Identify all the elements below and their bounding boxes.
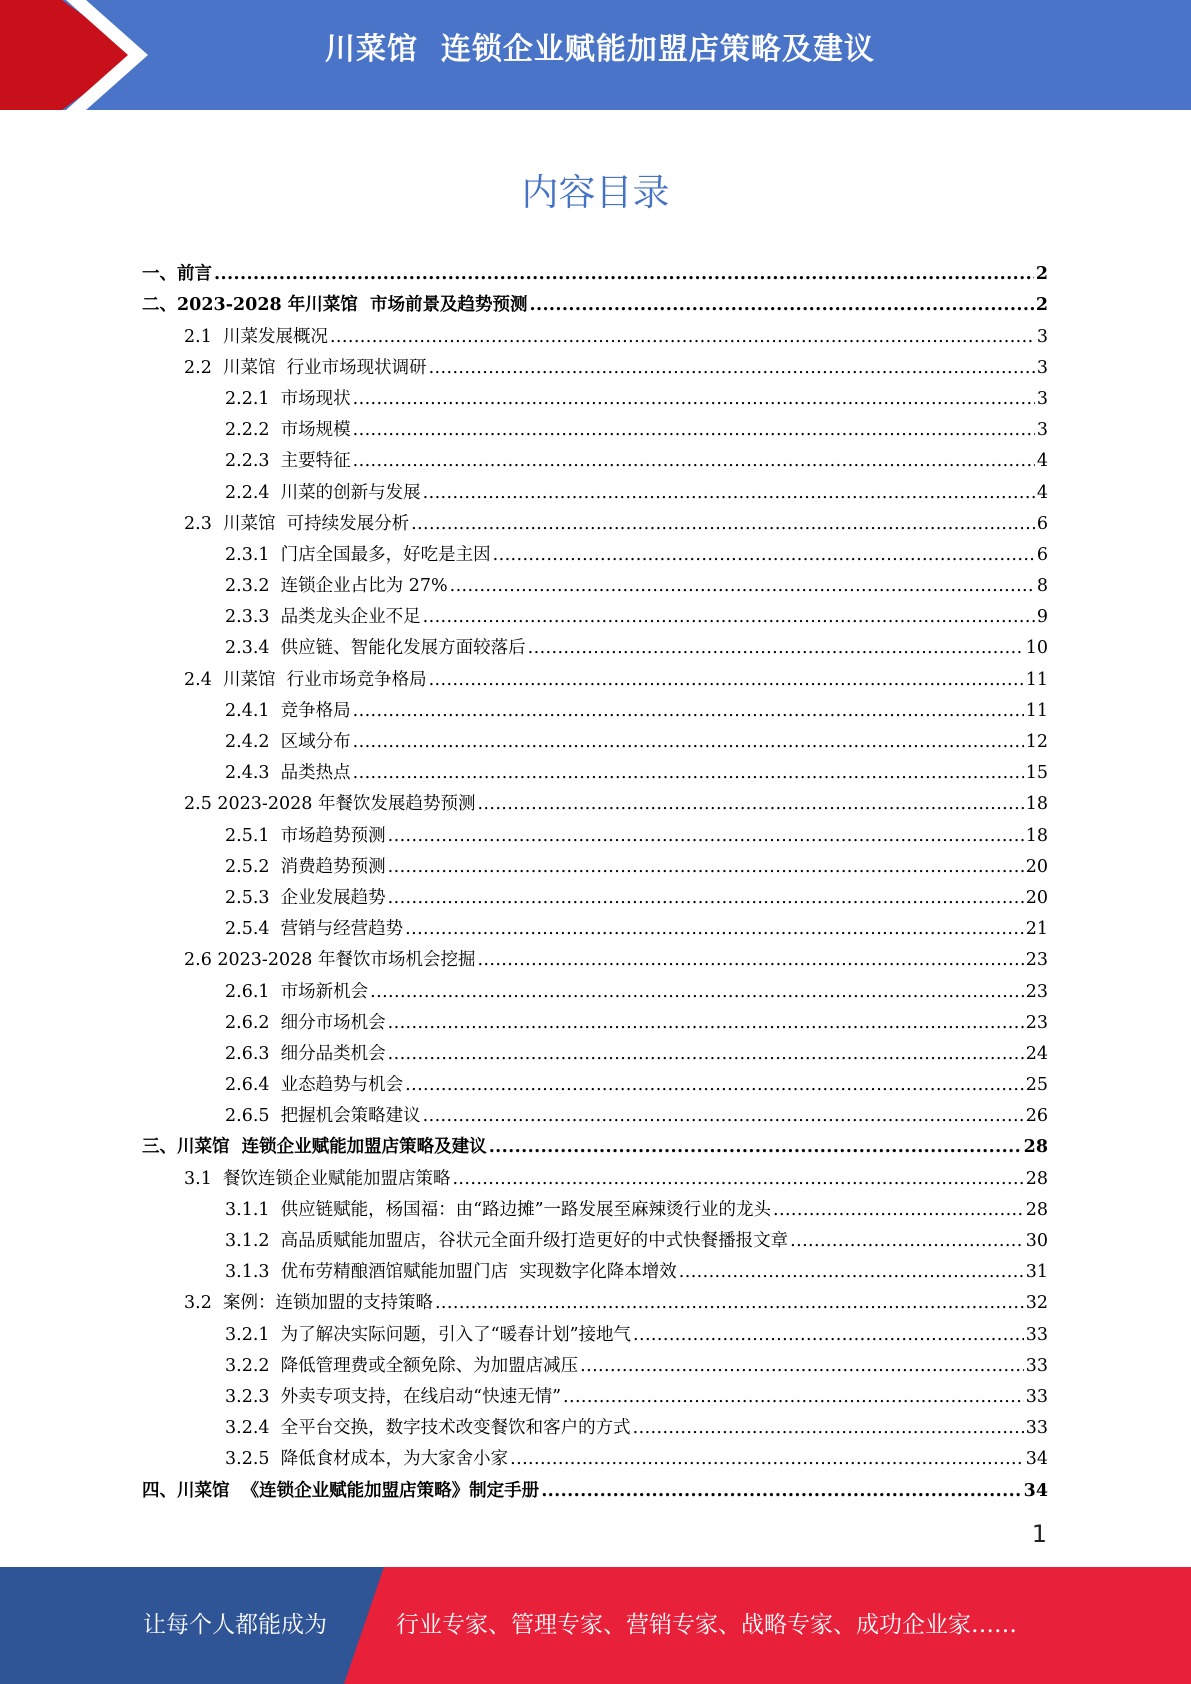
dot-leader [423, 606, 1035, 628]
toc-entry[interactable] [142, 535, 1048, 566]
dot-leader [388, 887, 1024, 909]
dot-leader [353, 731, 1024, 753]
toc-entry-page: 3 [1036, 326, 1048, 347]
dot-leader [411, 513, 1035, 535]
toc-entry[interactable] [142, 815, 1048, 846]
toc-entry-page: 12 [1025, 732, 1048, 752]
toc-entry[interactable] [142, 909, 1048, 940]
toc-entry[interactable] [142, 1346, 1048, 1377]
toc-entry[interactable] [142, 254, 1048, 285]
toc-entry-page: 4 [1036, 482, 1048, 503]
toc-entry-page: 34 [1025, 1449, 1048, 1470]
toc-entry[interactable] [142, 940, 1048, 971]
toc-entry[interactable] [142, 1470, 1048, 1501]
dot-leader [388, 856, 1024, 878]
toc-entry-title: 2.6.3 细分品类机会 [225, 1043, 386, 1064]
dot-leader [528, 637, 1024, 659]
toc-entry-page: 25 [1025, 1075, 1048, 1096]
toc-entry-page: 33 [1025, 1386, 1048, 1407]
toc-entry-page: 33 [1025, 1324, 1048, 1345]
toc-entry-title: 3.2.4 全平台交换，数字技术改变餐饮和客户的方式 [225, 1418, 631, 1439]
dot-leader [580, 1355, 1024, 1377]
dot-leader [633, 1324, 1024, 1346]
dot-leader [214, 263, 1034, 285]
toc-entry-title: 2.4.2 区域分布 [225, 732, 351, 752]
toc-entry[interactable] [142, 348, 1048, 379]
toc-entry-page: 28 [1025, 1168, 1048, 1189]
dot-leader [353, 700, 1024, 722]
toc-entry-page: 6 [1036, 513, 1048, 534]
toc-entry[interactable] [142, 566, 1048, 597]
toc-entry-page: 9 [1036, 607, 1048, 628]
toc-entry-title: 3.2 案例：连锁加盟的支持策略 [184, 1293, 433, 1314]
toc-entry-title: 2.2.4 川菜的创新与发展 [225, 482, 421, 503]
dot-leader [450, 575, 1035, 597]
toc-entry-title: 3.1.2 高品质赋能加盟店，谷状元全面升级打造更好的中式快餐播报文章 [225, 1231, 789, 1251]
toc-entry-page: 33 [1025, 1418, 1048, 1439]
report-title: 川菜馆 连锁企业赋能加盟店策略及建议 [325, 32, 875, 67]
toc-entry[interactable] [142, 847, 1048, 878]
toc-entry-title: 二、2023-2028 年川菜馆 市场前景及趋势预测 [142, 295, 528, 316]
toc-entry-page: 8 [1036, 576, 1048, 597]
footer-slogan-left: 让每个人都能成为 [143, 1612, 327, 1638]
toc-entry-page: 21 [1025, 919, 1048, 940]
toc-entry-page: 4 [1036, 451, 1048, 472]
toc-entry[interactable] [142, 1158, 1048, 1189]
dot-leader [510, 1448, 1024, 1470]
toc-entry[interactable] [142, 379, 1048, 410]
toc-entry[interactable] [142, 1408, 1048, 1439]
toc-entry-title: 3.2.3 外卖专项支持，在线启动“快速无情” [225, 1386, 562, 1407]
toc-entry-title: 2.2.2 市场规模 [225, 420, 351, 441]
dot-leader [429, 669, 1024, 691]
toc-entry[interactable] [142, 1221, 1048, 1252]
toc-entry-page: 3 [1036, 388, 1048, 409]
toc-entry-page: 2 [1035, 264, 1048, 285]
toc-entry-page: 11 [1025, 700, 1048, 721]
toc-entry[interactable] [142, 1065, 1048, 1096]
toc-entry-title: 3.2.5 降低食材成本，为大家舍小家 [225, 1449, 509, 1470]
toc-entry-page: 18 [1025, 825, 1048, 846]
toc-entry-title: 3.2.2 降低管理费或全额免除、为加盟店减压 [225, 1355, 579, 1376]
toc-entry-title: 2.4.1 竞争格局 [225, 700, 351, 721]
toc-entry[interactable] [142, 971, 1048, 1002]
toc-entry[interactable] [142, 753, 1048, 784]
toc-entry-page: 18 [1025, 794, 1048, 815]
toc-entry-title: 2.1 川菜发展概况 [184, 326, 328, 347]
toc-entry[interactable] [142, 1190, 1048, 1221]
dot-leader [388, 1043, 1024, 1065]
toc-entry[interactable] [142, 659, 1048, 690]
toc-entry[interactable] [142, 784, 1048, 815]
dot-leader [353, 762, 1024, 784]
toc-entry-page: 28 [1025, 1199, 1048, 1220]
toc-entry-title: 3.1.1 供应链赋能，杨国福：由“路边摊”一路发展至麻辣烫行业的龙头 [225, 1199, 772, 1220]
toc-entry-title: 2.3.4 供应链、智能化发展方面较落后 [225, 638, 526, 659]
toc-entry-page: 20 [1025, 856, 1048, 877]
toc-entry-title: 2.4 川菜馆 行业市场竞争格局 [184, 669, 427, 690]
toc-entry-title: 2.2.1 市场现状 [225, 388, 351, 409]
toc-entry[interactable] [142, 1003, 1048, 1034]
toc-entry[interactable] [142, 316, 1048, 347]
header-banner [0, 0, 1191, 110]
toc-entry-title: 2.3.2 连锁企业占比为 27% [225, 576, 448, 597]
toc-entry-page: 28 [1023, 1137, 1048, 1158]
toc-entry-page: 23 [1025, 950, 1048, 971]
footer-banner [0, 1567, 1191, 1684]
dot-leader [353, 388, 1035, 410]
toc-entry-page: 3 [1036, 357, 1048, 378]
dot-leader [477, 949, 1023, 971]
toc-entry[interactable] [142, 1034, 1048, 1065]
toc-entry-title: 2.5.2 消费趋势预测 [225, 856, 386, 877]
dot-leader [529, 294, 1033, 316]
toc-entry-title: 2.6 2023-2028 年餐饮市场机会挖掘 [184, 950, 476, 971]
toc-entry[interactable] [142, 1127, 1048, 1158]
toc-entry[interactable] [142, 441, 1048, 472]
toc-entry-title: 三、川菜馆 连锁企业赋能加盟店策略及建议 [142, 1137, 487, 1158]
toc-entry-title: 2.3 川菜馆 可持续发展分析 [184, 513, 410, 534]
footer-slogan-right: 行业专家、管理专家、营销专家、战略专家、成功企业家…… [396, 1612, 1017, 1638]
toc-entry[interactable] [142, 285, 1048, 316]
toc-entry[interactable] [142, 878, 1048, 909]
toc-entry-page: 23 [1025, 1012, 1048, 1033]
toc-entry-title: 3.1 餐饮连锁企业赋能加盟店策略 [184, 1168, 451, 1189]
toc-entry[interactable] [142, 1377, 1048, 1408]
dot-leader [353, 419, 1035, 441]
toc-entry-title: 2.6.1 市场新机会 [225, 981, 369, 1002]
toc-entry-title: 2.5.3 企业发展趋势 [225, 887, 386, 908]
toc-entry-page: 11 [1025, 669, 1048, 690]
toc-entry[interactable] [142, 410, 1048, 441]
dot-leader [452, 1168, 1023, 1190]
dot-leader [423, 482, 1035, 504]
toc-entry[interactable] [142, 722, 1048, 753]
toc-entry-page: 31 [1025, 1262, 1048, 1283]
toc-entry-page: 6 [1036, 544, 1048, 565]
dot-leader [563, 1386, 1024, 1408]
toc-entry-title: 一、前言 [142, 264, 212, 285]
toc-heading: 内容目录 [521, 171, 670, 214]
toc-entry-title: 2.6.2 细分市场机会 [225, 1012, 386, 1033]
toc-entry[interactable] [142, 628, 1048, 659]
toc-entry-title: 2.4.3 品类热点 [225, 763, 351, 784]
toc-entry-page: 33 [1025, 1355, 1048, 1376]
dot-leader [493, 544, 1035, 566]
toc-entry[interactable] [142, 1283, 1048, 1314]
toc-entry[interactable] [142, 472, 1048, 503]
toc-entry-page: 24 [1025, 1043, 1048, 1064]
dot-leader [405, 1074, 1024, 1096]
toc-entry-page: 34 [1023, 1480, 1048, 1501]
dot-leader [330, 326, 1035, 348]
dot-leader [489, 1136, 1022, 1158]
toc-entry-title: 2.6.4 业态趋势与机会 [225, 1075, 404, 1096]
dot-leader [370, 981, 1024, 1003]
toc-entry-title: 2.3.3 品类龙头企业不足 [225, 607, 421, 628]
toc-entry-title: 2.5 2023-2028 年餐饮发展趋势预测 [184, 794, 476, 815]
toc-entry[interactable] [142, 1439, 1048, 1470]
toc-entry-title: 3.2.1 为了解决实际问题，引入了“暖春计划”接地气 [225, 1324, 632, 1345]
dot-leader [477, 793, 1023, 815]
toc-entry-title: 2.2.3 主要特征 [225, 451, 351, 472]
dot-leader [353, 450, 1035, 472]
dot-leader [541, 1480, 1021, 1502]
toc-entry-title: 2.2 川菜馆 行业市场现状调研 [184, 357, 427, 378]
dot-leader [435, 1292, 1024, 1314]
table-of-contents [142, 254, 1048, 1502]
dot-leader [405, 918, 1024, 940]
toc-entry-title: 2.5.1 市场趋势预测 [225, 825, 386, 846]
toc-entry-page: 20 [1025, 887, 1048, 908]
toc-entry-page: 23 [1025, 981, 1048, 1002]
toc-entry[interactable] [142, 1314, 1048, 1345]
toc-entry-title: 2.5.4 营销与经营趋势 [225, 919, 404, 940]
toc-entry-page: 2 [1035, 295, 1048, 316]
toc-entry[interactable] [142, 597, 1048, 628]
toc-entry-page: 10 [1025, 638, 1048, 659]
dot-leader [679, 1261, 1024, 1283]
toc-entry-page: 26 [1025, 1106, 1048, 1127]
page-number: 1 [1031, 1520, 1047, 1548]
toc-entry-page: 15 [1025, 763, 1048, 784]
toc-entry[interactable] [142, 691, 1048, 722]
toc-entry-title: 2.3.1 门店全国最多，好吃是主因 [225, 544, 491, 565]
dot-leader [429, 357, 1035, 379]
dot-leader [633, 1417, 1024, 1439]
toc-entry-title: 3.1.3 优布劳精酿酒馆赋能加盟门店 实现数字化降本增效 [225, 1262, 677, 1283]
toc-entry-title: 四、川菜馆 《连锁企业赋能加盟店策略》制定手册 [142, 1480, 540, 1501]
dot-leader [388, 825, 1024, 847]
toc-entry[interactable] [142, 504, 1048, 535]
dot-leader [388, 1012, 1024, 1034]
toc-entry-page: 3 [1036, 420, 1048, 441]
dot-leader [423, 1105, 1024, 1127]
toc-entry-page: 32 [1025, 1293, 1048, 1314]
toc-entry[interactable] [142, 1096, 1048, 1127]
dot-leader [773, 1199, 1024, 1221]
toc-entry-page: 30 [1025, 1231, 1048, 1251]
dot-leader [790, 1230, 1024, 1252]
toc-entry[interactable] [142, 1252, 1048, 1283]
toc-entry-title: 2.6.5 把握机会策略建议 [225, 1106, 421, 1127]
